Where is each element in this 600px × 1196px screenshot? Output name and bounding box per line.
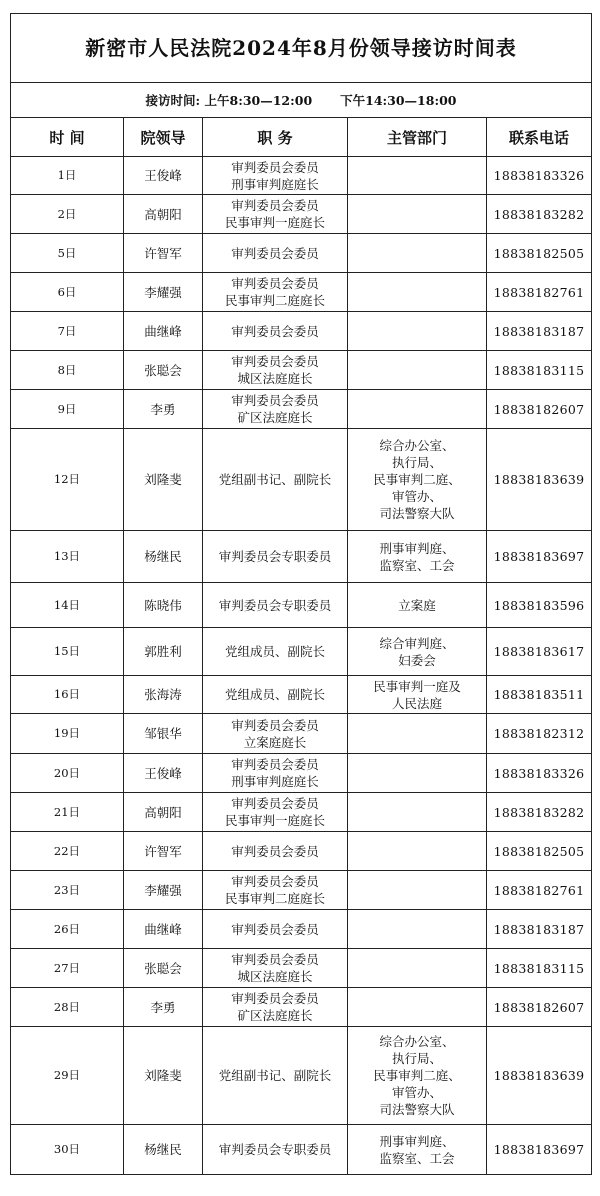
cell-date: 1日 [11, 157, 124, 195]
cell-phone: 18838183115 [487, 949, 592, 988]
table-row [11, 195, 592, 234]
table-header-row [11, 118, 592, 157]
cell-department [348, 390, 487, 429]
schedule-rows [11, 157, 592, 1175]
cell-leader: 许智军 [124, 234, 203, 273]
cell-department: 综合办公室、 执行局、 民事审判二庭、 审管办、 司法警察大队 [348, 429, 487, 531]
cell-department [348, 312, 487, 351]
cell-phone: 18838183511 [487, 676, 592, 714]
cell-date: 30日 [11, 1125, 124, 1175]
cell-leader: 王俊峰 [124, 157, 203, 195]
cell-department: 民事审判一庭及 人民法庭 [348, 676, 487, 714]
table-row [11, 583, 592, 628]
table-row [11, 793, 592, 832]
reception-hours [11, 83, 592, 118]
cell-leader: 陈晓伟 [124, 583, 203, 628]
cell-phone: 18838183326 [487, 157, 592, 195]
cell-date: 23日 [11, 871, 124, 910]
cell-position: 党组成员、副院长 [203, 676, 348, 714]
cell-date: 28日 [11, 988, 124, 1027]
cell-position: 审判委员会委员 立案庭庭长 [203, 714, 348, 754]
cell-date: 16日 [11, 676, 124, 714]
table-row [11, 157, 592, 195]
cell-date: 26日 [11, 910, 124, 949]
cell-position: 审判委员会委员 刑事审判庭庭长 [203, 157, 348, 195]
cell-phone: 18838183639 [487, 429, 592, 531]
cell-department [348, 871, 487, 910]
cell-phone: 18838183282 [487, 195, 592, 234]
cell-department: 刑事审判庭、 监察室、工会 [348, 1125, 487, 1175]
schedule-sheet [10, 13, 591, 1175]
table-row [11, 832, 592, 871]
cell-department [348, 273, 487, 312]
table-row [11, 1125, 592, 1175]
header-department: 主管部门 [348, 118, 487, 157]
cell-date: 27日 [11, 949, 124, 988]
cell-phone: 18838183115 [487, 351, 592, 390]
cell-department: 刑事审判庭、 监察室、工会 [348, 531, 487, 583]
cell-date: 21日 [11, 793, 124, 832]
cell-date: 2日 [11, 195, 124, 234]
cell-leader: 李勇 [124, 988, 203, 1027]
cell-date: 20日 [11, 754, 124, 793]
cell-leader: 许智军 [124, 832, 203, 871]
cell-position: 审判委员会委员 [203, 832, 348, 871]
cell-position: 审判委员会委员 城区法庭庭长 [203, 949, 348, 988]
cell-date: 14日 [11, 583, 124, 628]
table-row [11, 988, 592, 1027]
cell-leader: 张海涛 [124, 676, 203, 714]
table-row [11, 234, 592, 273]
cell-date: 7日 [11, 312, 124, 351]
cell-phone: 18838182607 [487, 390, 592, 429]
cell-leader: 王俊峰 [124, 754, 203, 793]
reception-hours-label: 接访时间: [145, 92, 201, 108]
cell-leader: 李耀强 [124, 273, 203, 312]
table-row [11, 531, 592, 583]
cell-date: 12日 [11, 429, 124, 531]
cell-department [348, 754, 487, 793]
cell-department [348, 351, 487, 390]
cell-leader: 曲继峰 [124, 910, 203, 949]
cell-position: 审判委员会委员 城区法庭庭长 [203, 351, 348, 390]
cell-leader: 刘隆斐 [124, 1027, 203, 1125]
cell-phone: 18838183617 [487, 628, 592, 676]
cell-position: 党组成员、副院长 [203, 628, 348, 676]
cell-date: 5日 [11, 234, 124, 273]
page-title: 新密市人民法院2024年8月份领导接访时间表 [11, 14, 592, 83]
cell-phone: 18838183326 [487, 754, 592, 793]
cell-phone: 18838183639 [487, 1027, 592, 1125]
cell-date: 6日 [11, 273, 124, 312]
schedule-table [10, 13, 592, 1175]
cell-date: 15日 [11, 628, 124, 676]
table-row [11, 714, 592, 754]
cell-phone: 18838182312 [487, 714, 592, 754]
cell-phone: 18838182505 [487, 234, 592, 273]
reception-hours-morning: 接访时间: 上午8:30—12:00 [145, 92, 313, 108]
cell-phone: 18838182761 [487, 273, 592, 312]
cell-department [348, 949, 487, 988]
cell-position: 审判委员会委员 民事审判二庭庭长 [203, 273, 348, 312]
cell-date: 22日 [11, 832, 124, 871]
cell-position: 审判委员会专职委员 [203, 583, 348, 628]
header-date: 时 间 [11, 118, 124, 157]
cell-phone: 18838183596 [487, 583, 592, 628]
cell-position: 审判委员会专职委员 [203, 1125, 348, 1175]
cell-date: 29日 [11, 1027, 124, 1125]
cell-phone: 18838182607 [487, 988, 592, 1027]
table-row [11, 628, 592, 676]
cell-leader: 刘隆斐 [124, 429, 203, 531]
table-row [11, 312, 592, 351]
cell-leader: 曲继峰 [124, 312, 203, 351]
cell-department: 综合审判庭、 妇委会 [348, 628, 487, 676]
cell-position: 审判委员会委员 [203, 234, 348, 273]
cell-leader: 李耀强 [124, 871, 203, 910]
cell-date: 9日 [11, 390, 124, 429]
reception-hours-afternoon: 下午14:30—18:00 [340, 92, 457, 108]
cell-department [348, 234, 487, 273]
cell-leader: 高朝阳 [124, 195, 203, 234]
header-position: 职 务 [203, 118, 348, 157]
table-row [11, 949, 592, 988]
cell-department: 立案庭 [348, 583, 487, 628]
cell-date: 8日 [11, 351, 124, 390]
table-row [11, 390, 592, 429]
header-phone: 联系电话 [487, 118, 592, 157]
table-row [11, 429, 592, 531]
cell-leader: 高朝阳 [124, 793, 203, 832]
cell-position: 审判委员会委员 矿区法庭庭长 [203, 988, 348, 1027]
cell-leader: 杨继民 [124, 531, 203, 583]
cell-department [348, 157, 487, 195]
cell-leader: 郭胜利 [124, 628, 203, 676]
cell-leader: 张聪会 [124, 351, 203, 390]
table-row [11, 754, 592, 793]
cell-leader: 张聪会 [124, 949, 203, 988]
cell-date: 13日 [11, 531, 124, 583]
cell-phone: 18838183282 [487, 793, 592, 832]
cell-position: 党组副书记、副院长 [203, 429, 348, 531]
cell-position: 审判委员会委员 民事审判一庭庭长 [203, 195, 348, 234]
header-leader: 院领导 [124, 118, 203, 157]
cell-position: 党组副书记、副院长 [203, 1027, 348, 1125]
cell-date: 19日 [11, 714, 124, 754]
cell-phone: 18838183697 [487, 531, 592, 583]
table-row [11, 273, 592, 312]
table-row [11, 871, 592, 910]
table-row [11, 1027, 592, 1125]
table-row [11, 676, 592, 714]
cell-position: 审判委员会委员 民事审判一庭庭长 [203, 793, 348, 832]
cell-leader: 邹银华 [124, 714, 203, 754]
cell-position: 审判委员会专职委员 [203, 531, 348, 583]
table-row [11, 910, 592, 949]
cell-department [348, 793, 487, 832]
cell-leader: 杨继民 [124, 1125, 203, 1175]
cell-position: 审判委员会委员 [203, 910, 348, 949]
cell-department [348, 714, 487, 754]
cell-position: 审判委员会委员 矿区法庭庭长 [203, 390, 348, 429]
cell-department [348, 832, 487, 871]
cell-department [348, 988, 487, 1027]
cell-department: 综合办公室、 执行局、 民事审判二庭、 审管办、 司法警察大队 [348, 1027, 487, 1125]
table-row [11, 351, 592, 390]
cell-position: 审判委员会委员 民事审判二庭庭长 [203, 871, 348, 910]
cell-phone: 18838182761 [487, 871, 592, 910]
cell-phone: 18838182505 [487, 832, 592, 871]
cell-position: 审判委员会委员 刑事审判庭庭长 [203, 754, 348, 793]
cell-leader: 李勇 [124, 390, 203, 429]
cell-position: 审判委员会委员 [203, 312, 348, 351]
cell-department [348, 195, 487, 234]
cell-phone: 18838183187 [487, 312, 592, 351]
cell-department [348, 910, 487, 949]
cell-phone: 18838183187 [487, 910, 592, 949]
cell-phone: 18838183697 [487, 1125, 592, 1175]
